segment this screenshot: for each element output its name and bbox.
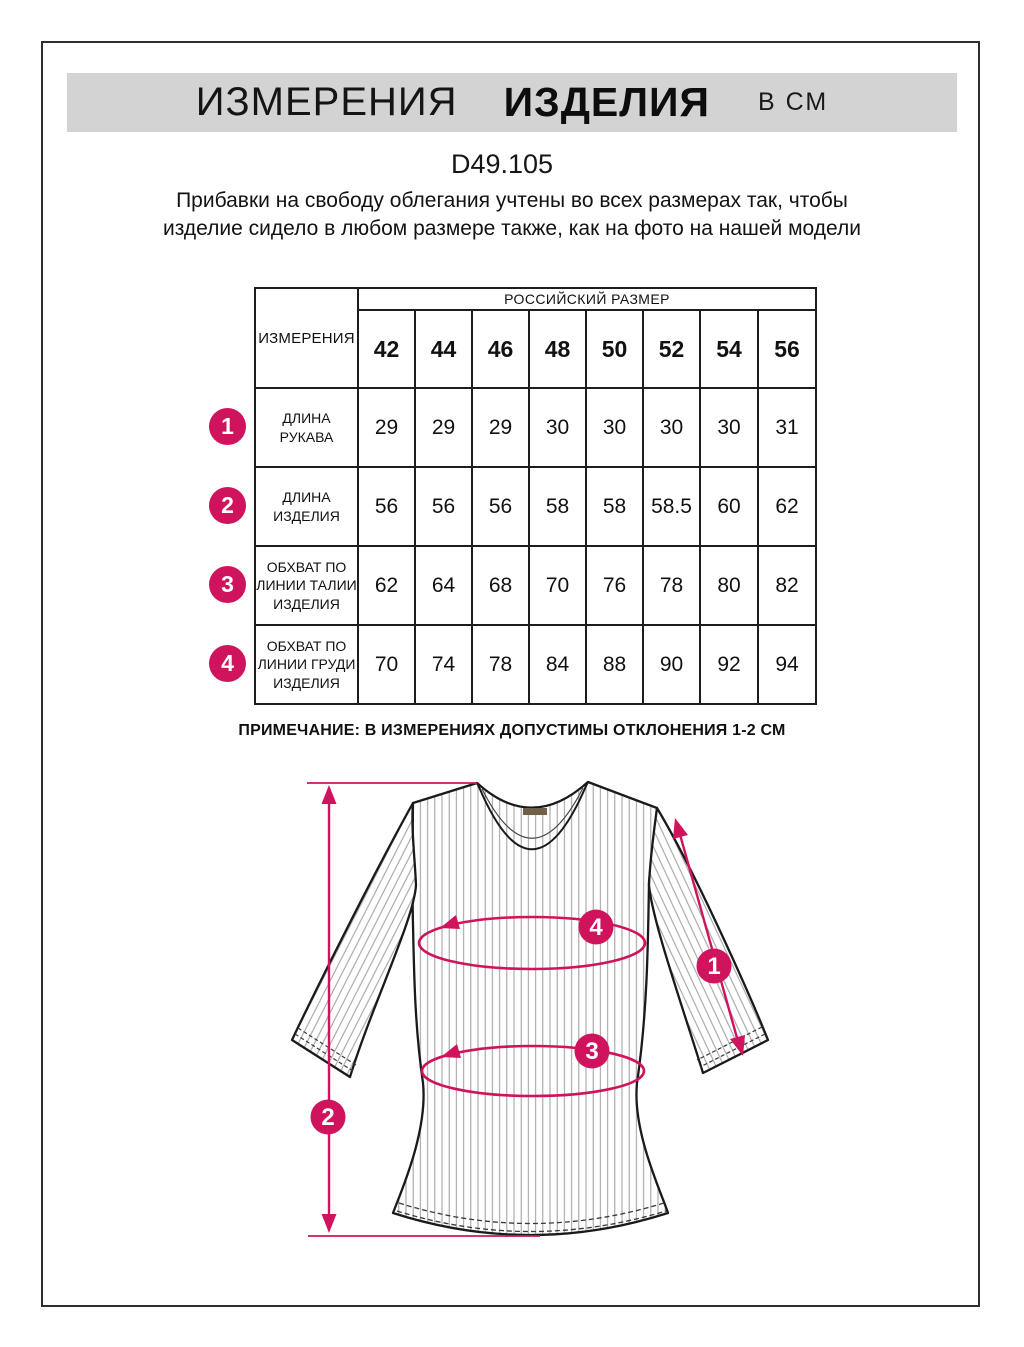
cell: 30	[586, 388, 643, 467]
size-44: 44	[415, 310, 472, 388]
arrowhead-up	[322, 785, 337, 804]
cell: 30	[643, 388, 700, 467]
row-label: ОБХВАТ ПО ЛИНИИ ТАЛИИ ИЗДЕЛИЯ	[255, 546, 358, 625]
table-row-item-length	[255, 467, 816, 546]
callout-3: 3	[585, 1038, 599, 1065]
row-number-badge-2: 2	[209, 487, 246, 524]
cell: 88	[586, 625, 643, 704]
arrowhead-down	[322, 1214, 337, 1233]
left-sleeve	[292, 803, 416, 1077]
fit-description: Прибавки на свободу облегания учтены во всех размерах так, чтобы изделие сидело в любом размере также, как на фото на нашей модели	[163, 189, 861, 240]
cell: 56	[358, 467, 415, 546]
size-48: 48	[529, 310, 586, 388]
cell: 31	[758, 388, 816, 467]
cell: 60	[700, 467, 758, 546]
row-label: ДЛИНА РУКАВА	[255, 388, 358, 467]
garment-technical-drawing	[280, 770, 790, 1330]
size-54: 54	[700, 310, 758, 388]
cell: 76	[586, 546, 643, 625]
page-header	[67, 73, 957, 132]
cell: 58.5	[643, 467, 700, 546]
size-50: 50	[586, 310, 643, 388]
article-code: D49.105	[450, 149, 554, 179]
callout-1: 1	[707, 953, 721, 980]
cell: 78	[472, 625, 529, 704]
cell: 30	[700, 388, 758, 467]
cell: 29	[415, 388, 472, 467]
size-56: 56	[758, 310, 816, 388]
size-42: 42	[358, 310, 415, 388]
cell: 30	[529, 388, 586, 467]
cell: 64	[415, 546, 472, 625]
table-row-waist-girth	[255, 546, 816, 625]
cell: 80	[700, 546, 758, 625]
cell: 74	[415, 625, 472, 704]
table-row-chest-girth	[255, 625, 816, 704]
cell: 56	[472, 467, 529, 546]
size-table	[254, 287, 817, 705]
size-52: 52	[643, 310, 700, 388]
cell: 70	[529, 546, 586, 625]
cell: 92	[700, 625, 758, 704]
cell: 90	[643, 625, 700, 704]
callout-2: 2	[321, 1104, 335, 1131]
cell: 84	[529, 625, 586, 704]
cell: 58	[586, 467, 643, 546]
tolerance-note: ПРИМЕЧАНИЕ: В ИЗМЕРЕНИЯХ ДОПУСТИМЫ ОТКЛОНЕНИЯ 1-2 СМ	[238, 722, 786, 739]
cell: 29	[472, 388, 529, 467]
cell: 29	[358, 388, 415, 467]
row-number-badge-3: 3	[209, 566, 246, 603]
table-row-sleeve-length	[255, 388, 816, 467]
header-title-product: ИЗДЕЛИЯ	[503, 79, 710, 125]
cell: 68	[472, 546, 529, 625]
cell: 82	[758, 546, 816, 625]
cell: 62	[758, 467, 816, 546]
row-label: ДЛИНА ИЗДЕЛИЯ	[255, 467, 358, 546]
header-title-measurements: ИЗМЕРЕНИЯ	[195, 80, 458, 124]
arrowhead-sleeve-top	[673, 818, 688, 839]
cell: 94	[758, 625, 816, 704]
cell: 78	[643, 546, 700, 625]
row-number-badge-4: 4	[209, 645, 246, 682]
header-unit-label: В СМ	[757, 88, 829, 116]
russian-size-header: РОССИЙСКИЙ РАЗМЕР	[358, 288, 816, 310]
row-label: ОБХВАТ ПО ЛИНИИ ГРУДИ ИЗДЕЛИЯ	[255, 625, 358, 704]
row-number-badge-1: 1	[209, 408, 246, 445]
cell: 56	[415, 467, 472, 546]
size-46: 46	[472, 310, 529, 388]
cell: 70	[358, 625, 415, 704]
callout-4: 4	[589, 914, 603, 941]
cell: 62	[358, 546, 415, 625]
neck-label-tag	[523, 808, 547, 815]
table-corner-label: ИЗМЕРЕНИЯ	[255, 288, 358, 388]
cell: 58	[529, 467, 586, 546]
